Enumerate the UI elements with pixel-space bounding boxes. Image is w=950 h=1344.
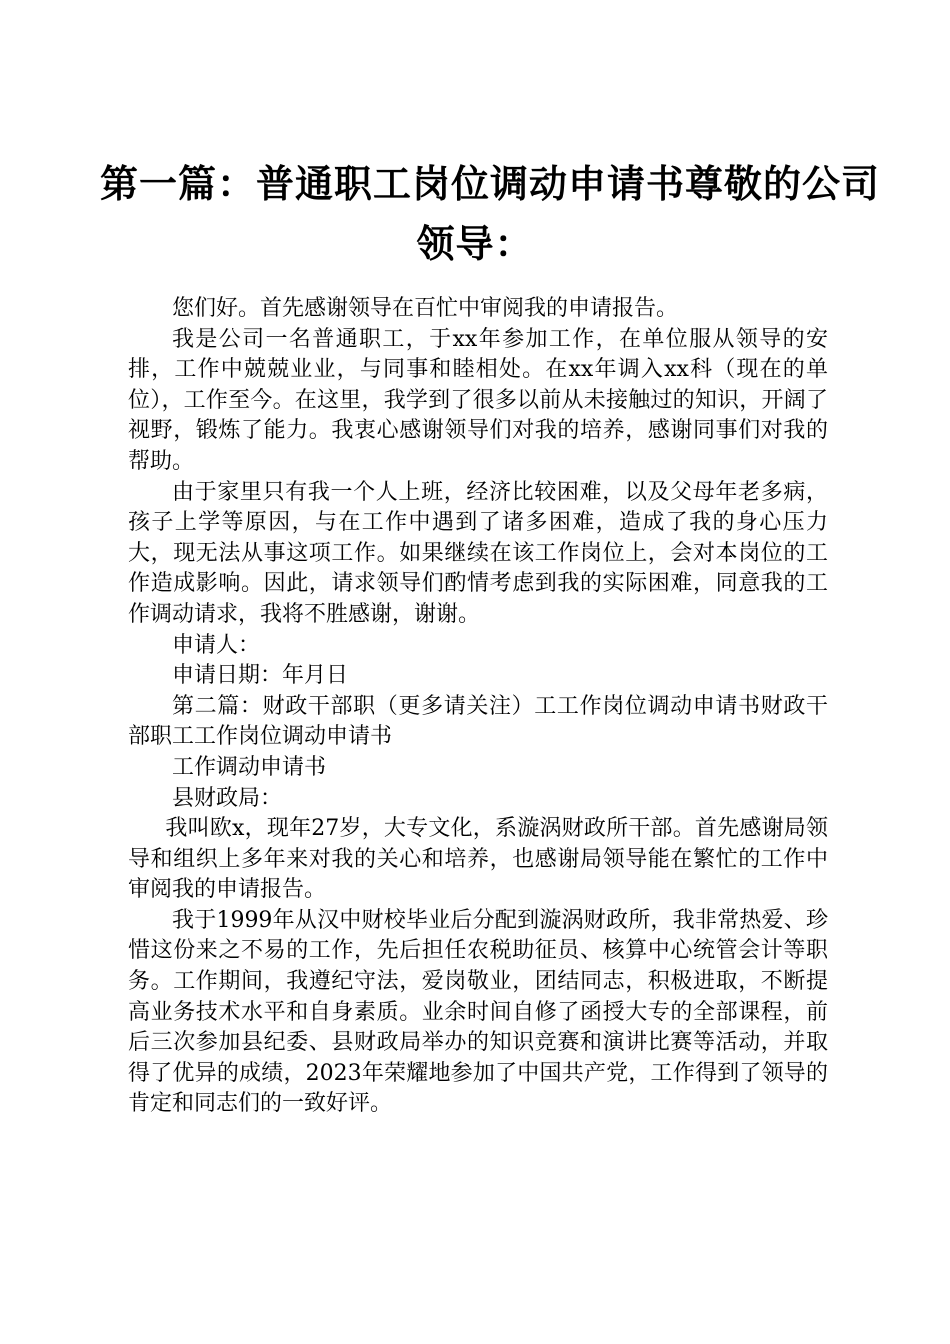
paragraph-background: 我是公司一名普通职工，于xx年参加工作，在单位服从领导的安排，工作中兢兢业业，与同事和睦相处。在xx年调入xx科（现在的单位），工作至今。在这里，我学到了很多以前从未接触过的知识，开阔了视野，锻炼了能力。我衷心感谢领导们对我的培养，感谢同事们对我的帮助。	[128, 326, 828, 474]
applicant-line: 申请人：	[172, 632, 261, 658]
paragraph-work-history: 我于1999年从汉中财校毕业后分配到漩涡财政所，我非常热爱、珍惜这份来之不易的工作，先后担任农税助征员、核算中心统管会计等职务。工作期间，我遵纪守法，爱岗敬业，团结同志，积极进取，不断提高业务技术水平和自身素质。业余时间自修了函授大专的全部课程，前后三次参加县纪委、县财政局举办的知识竞赛和演讲比赛等活动，并取得了优异的成绩，2023年荣耀地参加了中国共产党，工作得到了领导的肯定和同志们的一致好评。	[128, 907, 828, 1117]
application-date-line: 申请日期：年月日	[172, 663, 349, 689]
paragraph-reason: 由于家里只有我一个人上班，经济比较困难，以及父母年老多病，孩子上学等原因，与在工作中遇到了诸多困难，造成了我的身心压力大，现无法从事这项工作。如果继续在该工作岗位上，会对本岗位的工作造成影响。因此，请求领导们酌情考虑到我的实际困难，同意我的工作调动请求，我将不胜感谢，谢谢。	[128, 479, 828, 627]
document-title-line-1: 第一篇：普通职工岗位调动申请书尊敬的公司	[100, 161, 881, 206]
document-body	[128, 294, 828, 1120]
addressee-line: 县财政局：	[172, 785, 283, 811]
subtitle-transfer-application: 工作调动申请书	[172, 754, 327, 780]
section-two-heading: 第二篇：财政干部职（更多请关注）工工作岗位调动申请书财政干部职工工作岗位调动申请书	[128, 693, 828, 750]
paragraph-self-introduction: 我叫欧x，现年27岁，大专文化，系漩涡财政所干部。首先感谢局领导和组织上多年来对我的关心和培养，也感谢局领导能在繁忙的工作中审阅我的申请报告。	[128, 816, 828, 903]
paragraph-greeting: 您们好。首先感谢领导在百忙中审阅我的申请报告。	[172, 296, 679, 321]
document-title-line-2: 领导：	[416, 221, 534, 266]
